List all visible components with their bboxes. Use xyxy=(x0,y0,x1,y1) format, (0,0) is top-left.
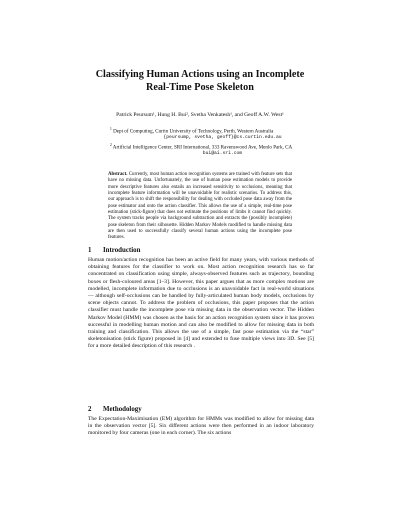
section-heading-introduction xyxy=(88,247,140,255)
section-number: 1 xyxy=(88,247,92,254)
affiliation-2-email: bui@ai.sri.com xyxy=(202,151,243,157)
affiliation-1-marker: 1 xyxy=(110,127,112,131)
affiliation-2-text: Artificial Intelligence Center, SRI International, 333 Ravenswood Ave, Menlo Park, CA xyxy=(112,144,293,151)
abstract xyxy=(108,172,292,242)
title-line-1: Classifying Human Actions using an Incomplete xyxy=(95,69,305,80)
section-title: Introduction xyxy=(103,247,141,254)
paper-title xyxy=(60,68,340,94)
affiliation-1-text: Dept of Computing, Curtin University of Technology, Perth, Western Australia xyxy=(113,128,274,135)
section-title: Methodology xyxy=(103,406,142,413)
affiliation-1 xyxy=(110,126,360,135)
abstract-label: Abstract. xyxy=(108,172,128,177)
section-heading-methodology xyxy=(88,406,142,414)
author-list: Patrick Peursum¹, Hung H. Bui², Svetha Venkatesh¹, and Geoff A.W. West¹ xyxy=(116,112,284,118)
section-body-introduction: Human motion/action recognition has been an active field for many years, with various methods of obtaining features for the classifier to work on. Most action recognition research has so far concentrated on classification using simple, always-observed features such as trajectory, bounding boxes or flesh-coloured areas [1–3]. However, this paper argues that as more complex motions are modelled, incomplete information due to occlusions is an unavoidable fact in real-world situations — although self-occlusions can be handled by fully-articulated human body models, occlusions by scene objects cannot. To address the problem of occlusions, this paper proposes that the action classifier must handle the incomplete pose via missing data in the observation vector. The Hidden Markov Model (HMM) was chosen as the basis for an action recognition system since it has proven successful in modelling human motion and can also be modified to allow for missing data in both training and classification. This allows the use of a simple, fast pose estimation via the “star” skeletonisation (stick figure) proposed in [4] and extended to fuse multiple views into 3D. See [5] for a more detailed description of this research . xyxy=(88,257,314,350)
title-line-2: Real-Time Pose Skeleton xyxy=(146,82,254,93)
section-body-methodology: The Expectation-Maximisation (EM) algorithm for HMMs was modified to allow for missing data in the observation vector [5]. Six different actions were then performed in an indoor laboratory monitored by four cameras (one in each corner). The six actions xyxy=(88,416,314,437)
section-number: 2 xyxy=(88,406,92,413)
affiliation-2 xyxy=(110,142,360,151)
affiliation-2-marker: 2 xyxy=(110,142,112,147)
abstract-text: Currently, most human action recognition systems are trained with feature sets that have no missing data. Unfortunately, the use of human pose estimation models to provide more descriptive features also entails an increased sensitivity to occlusions, meaning that incomplete feature information will be unavoidable for realistic scenarios. To address this, our approach is to shift the responsibility for dealing with occluded pose data away from the pose estimator and onto the action classifier. This allows the use of a simple, real-time pose estimation (stick-figure) that does not estimate the positions of limbs it cannot find quickly. The system tracks people via background subtraction and extracts the (possibly incomplete) pose skeleton from their silhouette. Hidden Markov Models modified to handle missing data are then used to successfully classify several human actions using the incomplete pose features. xyxy=(108,172,292,241)
affiliation-1-emails: {peursump, svetha, geoff}@cs.curtin.edu.au xyxy=(163,135,282,141)
affiliations xyxy=(110,126,360,158)
